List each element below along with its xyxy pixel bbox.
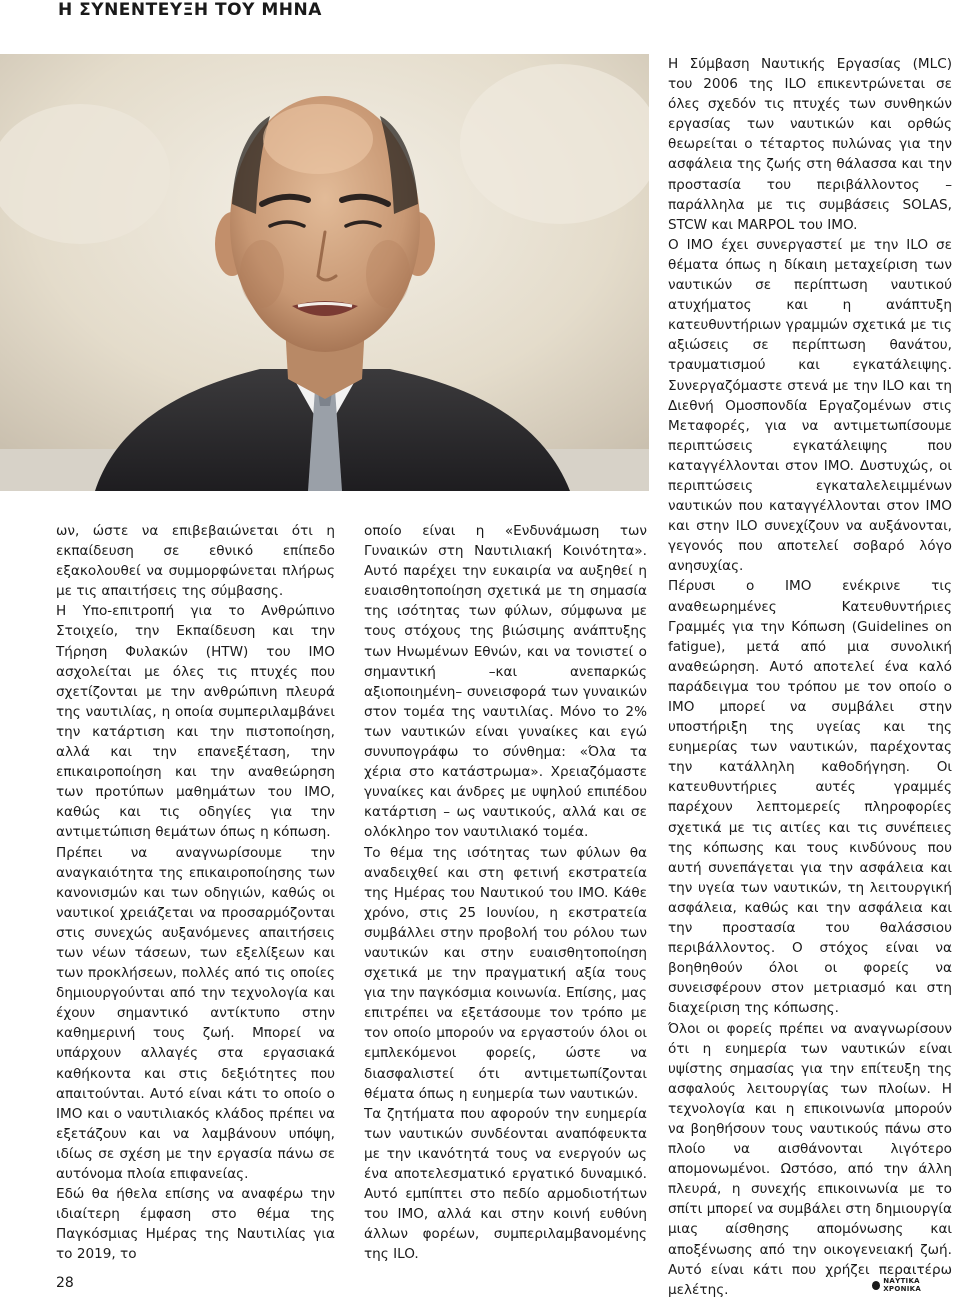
page-number: 28 bbox=[56, 1275, 74, 1291]
section-title: Η ΣΥΝΕΝΤΕΥΞΗ ΤΟΥ ΜΗΝΑ bbox=[58, 0, 322, 20]
paragraph: Πρέπει να αναγνωρίσουμε την αναγκαιότητα της επικαιροποίησης των κανονισμών και των οδηγιών, καθώς οι ναυτικοί χρειάζεται να προσαρμόζονται στις συνεχώς αυξανόμενες απαιτήσεις των νέων τάσεων, των εξελίξεων και των προκλήσεων, πολλές από τις οποίες δημιουργούνται από την τεχνολογία και έχουν σημαντικό αντίκτυπο στην καθημερινή τους ζωή. Μπορεί να υπάρχουν αλλαγές στα εργασιακά καθήκοντα και στις δεξιότητες που απαιτούνται. Αυτό είναι κάτι το οποίο ο IMO και ο ναυτιλιακός κλάδος πρέπει να εξετάζουν και να λαμβάνουν υπόψη, ιδίως σε σχέση με την εργασία πάνω σε αυτόνομα πλοία επιφανείας. bbox=[56, 844, 335, 1182]
brand-name: ΝΑΥΤΙΚΑ ΧΡΟΝΙΚΑ bbox=[883, 1277, 922, 1293]
paragraph: Τα ζητήματα που αφορούν την ευημερία των ναυτικών συνδέονται αναπόφευκτα με την ικανότητά τους να ενεργούν ως ένα αποτελεσματικό εργατικό δυναμικό. Αυτό εμπίπτει στο πεδίο αρμοδιοτήτων του IMO, αλλά και στην κοινή ευθύνη άλλων φορέων, συμπεριλαμβανομένης της ILO. bbox=[364, 1105, 647, 1263]
paragraph: Όλοι οι φορείς πρέπει να αναγνωρίσουν ότι η ευημερία των ναυτικών είναι υψίστης σημασίας για την επίτευξη της ασφαλούς λειτουργίας των πλοίων. Η τεχνολογία και η επικοινωνία μπορούν να βοηθήσουν τους ναυτικούς πάνω στο πλοίο να αισθάνονται λιγότερο απομονωμένοι. Ωστόσο, από την άλλη πλευρά, η συνεχής επικοινωνία με το σπίτι μπορεί να συμβάλει στη δημιουργία μιας αίσθησης απομόνωσης και αποξένωσης από την οικογενειακή ζωή. Αυτό είναι κάτι που χρήζει περαιτέρω μελέτης. bbox=[668, 1020, 952, 1298]
paragraph: Η Υπο-επιτροπή για το Ανθρώπινο Στοιχείο, την Εκπαίδευση και την Τήρηση Φυλακών (HTW) του IMO ασχολείται με όλες τις πτυχές που σχετίζονται με την ανθρώπινη πλευρά της ναυτιλίας, η οποία συμπεριλαμβάνει την κατάρτιση και την πιστοποίηση, αλλά και την επανεξέταση, την επικαιροποίηση και την αναθεώρηση των προτύπων μαθημάτων του IMO, καθώς και τις οδηγίες για την αντιμετώπιση θεμάτων όπως η κόπωση. bbox=[56, 603, 335, 841]
portrait-photo bbox=[0, 54, 649, 491]
paragraph: Ο IMO έχει συνεργαστεί με την ILO σε θέματα όπως η δίκαιη μεταχείριση των ναυτικών σε περίπτωση ναυτικού ατυχήματος και η ανάπτυξη κατευθυντήριων γραμμών σχετικά με τις αξιώσεις σε περίπτωση θανάτου, τραυματισμού και εγκατάλειψης. Συνεργαζόμαστε στενά με την ILO και τη Διεθνή Ομοσπονδία Εργαζομένων στις Μεταφορές, για να αντιμετωπίσουμε περιπτώσεις εγκατάλειψης που καταγγέλλονται στον IMO. Δυστυχώς, οι περιπτώσεις εγκαταλελειμμένων ναυτικών που καταγγέλλονται στον IMO και στην ILO συνεχίζουν να αυξάνονται, γεγονός που αποτελεί σοβαρό λόγο ανησυχίας. bbox=[668, 236, 952, 575]
brand-logo-icon bbox=[872, 1281, 880, 1290]
paragraph: ων, ώστε να επιβεβαιώνεται ότι η εκπαίδευση σε εθνικό επίπεδο εξακολουθεί να συμμορφώνεται πλήρως με τις απαιτήσεις της σύμβασης. bbox=[56, 523, 335, 600]
paragraph: Εδώ θα ήθελα επίσης να αναφέρω την ιδιαίτερη έμφαση στο θέμα της Παγκόσμιας Ημέρας της Ναυτιλίας για το 2019, το bbox=[56, 1186, 335, 1263]
paragraph: Η Σύμβαση Ναυτικής Εργασίας (MLC) του 2006 της ILO επικεντρώνεται σε όλες σχεδόν τις πτυχές των συνθηκών εργασίας των ναυτικών και ορθώς θεωρείται ο τέταρτος πυλώνας για την ασφάλεια της ζωής στη θάλασσα και την προστασία του περιβάλλοντος – παράλληλα με τις συμβάσεις SOLAS, STCW και MARPOL του IMO. bbox=[668, 56, 952, 233]
portrait-illustration bbox=[0, 54, 649, 491]
article-column-1 bbox=[56, 521, 335, 1264]
paragraph: οποίο είναι η «Ενδυνάμωση των Γυναικών στη Ναυτιλιακή Κοινότητα». Αυτό παρέχει την ευκαιρία να αυξηθεί η ευαισθητοποίηση σχετικά με τη σημασία της ισότητας των φύλων, σύμφωνα με τους στόχους της βιώσιμης ανάπτυξης των Ηνωμένων Εθνών, και να τονιστεί ο σημαντική –και ανεπαρκώς αξιοποιημένη– συνεισφορά των γυναικών στον τομέα της ναυτιλίας. Μόνο το 2% των ναυτικών είναι γυναίκες και εγώ συνυπογράφω το σύνθημα: «Όλα τα χέρια στο κατάστρωμα». Χρειαζόμαστε γυναίκες και άνδρες με υψηλού επιπέδου κατάρτιση – ως ναυτικούς, αλλά και σε ολόκληρο τον ναυτιλιακό τομέα. bbox=[364, 523, 647, 841]
paragraph: Το θέμα της ισότητας των φύλων θα αναδειχθεί και στη φετινή εκστρατεία της Ημέρας του Ναυτικού του IMO. Κάθε χρόνο, στις 25 Ιουνίου, η εκστρατεία συμβάλλει στην προβολή του ρόλου των ναυτικών και στην ευαισθητοποίηση σχετικά με την πραγματική αξία τους για την παγκόσμια κοινωνία. Επίσης, μας επιτρέπει να εξετάσουμε τον τρόπο με τον οποίο μπορούν να εργαστούν όλοι οι εμπλεκόμενοι φορείς, ώστε να διασφαλιστεί ότι αντιμετωπίζονται θέματα όπως η ευημερία των ναυτικών. bbox=[364, 844, 647, 1102]
article-column-2 bbox=[364, 521, 647, 1264]
paragraph: Πέρυσι ο IMO ενέκρινε τις αναθεωρημένες Κατευθυντήριες Γραμμές για την Κόπωση (Guidelines on fatigue), μετά από μια συνολική αναθεώρηση. Αυτό αποτελεί ένα καλό παράδειγμα του τρόπου με τον οποίο ο IMO μπορεί να συμβάλει στην υποστήριξη της υγείας και της ευημερίας των ναυτικών, παρέχοντας την κατάλληλη καθοδήγηση. Οι κατευθυντήριες αυτές γραμμές παρέχουν λεπτομερείς πληροφορίες σχετικά με τις αιτίες και τις συνέπειες της κόπωσης και τους κινδύνους που αυτή συνεπάγεται για την ασφάλεια και την υγεία των ναυτικών, τη λειτουργική ασφάλεια, καθώς και την ασφάλεια και την προστασία του θαλάσσιου περιβάλλοντος. Ο στόχος είναι να βοηθηθούν όλοι οι φορείς να συνεισφέρουν στον μετριασμό και στη διαχείριση της κόπωσης. bbox=[668, 578, 952, 1017]
article-column-3 bbox=[668, 54, 952, 1300]
